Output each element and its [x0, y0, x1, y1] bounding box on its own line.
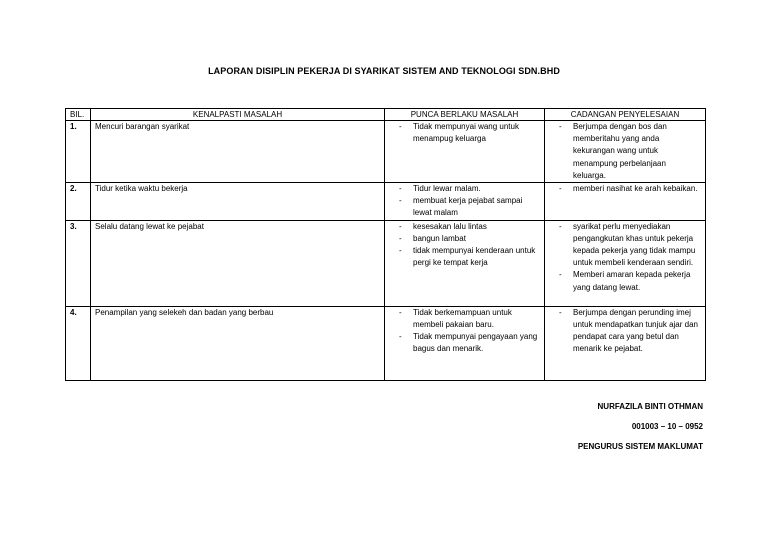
cause-item: - Tidak mempunyai wang untuk menampug keluarga	[389, 121, 540, 145]
solution-cell	[545, 220, 706, 306]
cause-item: - kesesakan lalu lintas	[389, 221, 540, 233]
table-row	[66, 183, 706, 221]
cause-item: - Tidur lewar malam.	[389, 183, 540, 195]
solution-item: - Memberi amaran kepada pekerja yang datang lewat.	[549, 269, 701, 293]
problem-cell: Mencuri barangan syarikat	[91, 121, 385, 183]
solution-cell	[545, 121, 706, 183]
solution-cell	[545, 183, 706, 221]
header-punca: PUNCA BERLAKU MASALAH	[385, 109, 545, 121]
header-masalah: KENALPASTI MASALAH	[91, 109, 385, 121]
row-number: 3.	[66, 220, 91, 306]
solution-cell	[545, 306, 706, 380]
row-number: 4.	[66, 306, 91, 380]
cause-item: - tidak mempunyai kenderaan untuk pergi ke tempat kerja	[389, 245, 540, 269]
cause-cell	[385, 121, 545, 183]
cause-cell	[385, 306, 545, 380]
row-number: 1.	[66, 121, 91, 183]
table-row	[66, 220, 706, 306]
solution-item: - syarikat perlu menyediakan pengangkutan khas untuk pekerja kepada pekerja yang tidak mampu untuk membeli kenderaan sendiri.	[549, 221, 701, 270]
solution-item: - memberi nasihat ke arah kebaikan.	[549, 183, 701, 195]
cause-cell	[385, 183, 545, 221]
cause-item: - bangun lambat	[389, 233, 540, 245]
solution-item: - Berjumpa dengan perunding imej untuk mendapatkan tunjuk ajar dan pendapat cara yang betul dan menarik ke pejabat.	[549, 307, 701, 356]
header-cadangan: CADANGAN PENYELESAIAN	[545, 109, 706, 121]
report-table	[65, 108, 706, 381]
row-number: 2.	[66, 183, 91, 221]
problem-cell: Penampilan yang selekeh dan badan yang berbau	[91, 306, 385, 380]
table-header-row	[66, 109, 706, 121]
header-bil: BIL.	[66, 109, 91, 121]
problem-cell: Tidur ketika waktu bekerja	[91, 183, 385, 221]
cause-item: - membuat kerja pejabat sampai lewat malam	[389, 195, 540, 219]
cause-item: - Tidak berkemampuan untuk membeli pakaian baru.	[389, 307, 540, 331]
problem-cell: Selalu datang lewat ke pejabat	[91, 220, 385, 306]
signature-id: 001003 – 10 – 0952	[631, 422, 703, 431]
table-row	[66, 121, 706, 183]
document-title: LAPORAN DISIPLIN PEKERJA DI SYARIKAT SISTEM AND TEKNOLOGI SDN.BHD	[208, 66, 560, 76]
signature-name: NURFAZILA BINTI OTHMAN	[597, 402, 703, 411]
signature-position: PENGURUS SISTEM MAKLUMAT	[577, 442, 703, 451]
cause-item: - Tidak mempunyai pengayaan yang bagus dan menarik.	[389, 331, 540, 355]
solution-item: - Berjumpa dengan bos dan memberitahu yang anda kekurangan wang untuk menampung perbelanjaan keluarga.	[549, 121, 701, 182]
cause-cell	[385, 220, 545, 306]
table-row	[66, 306, 706, 380]
